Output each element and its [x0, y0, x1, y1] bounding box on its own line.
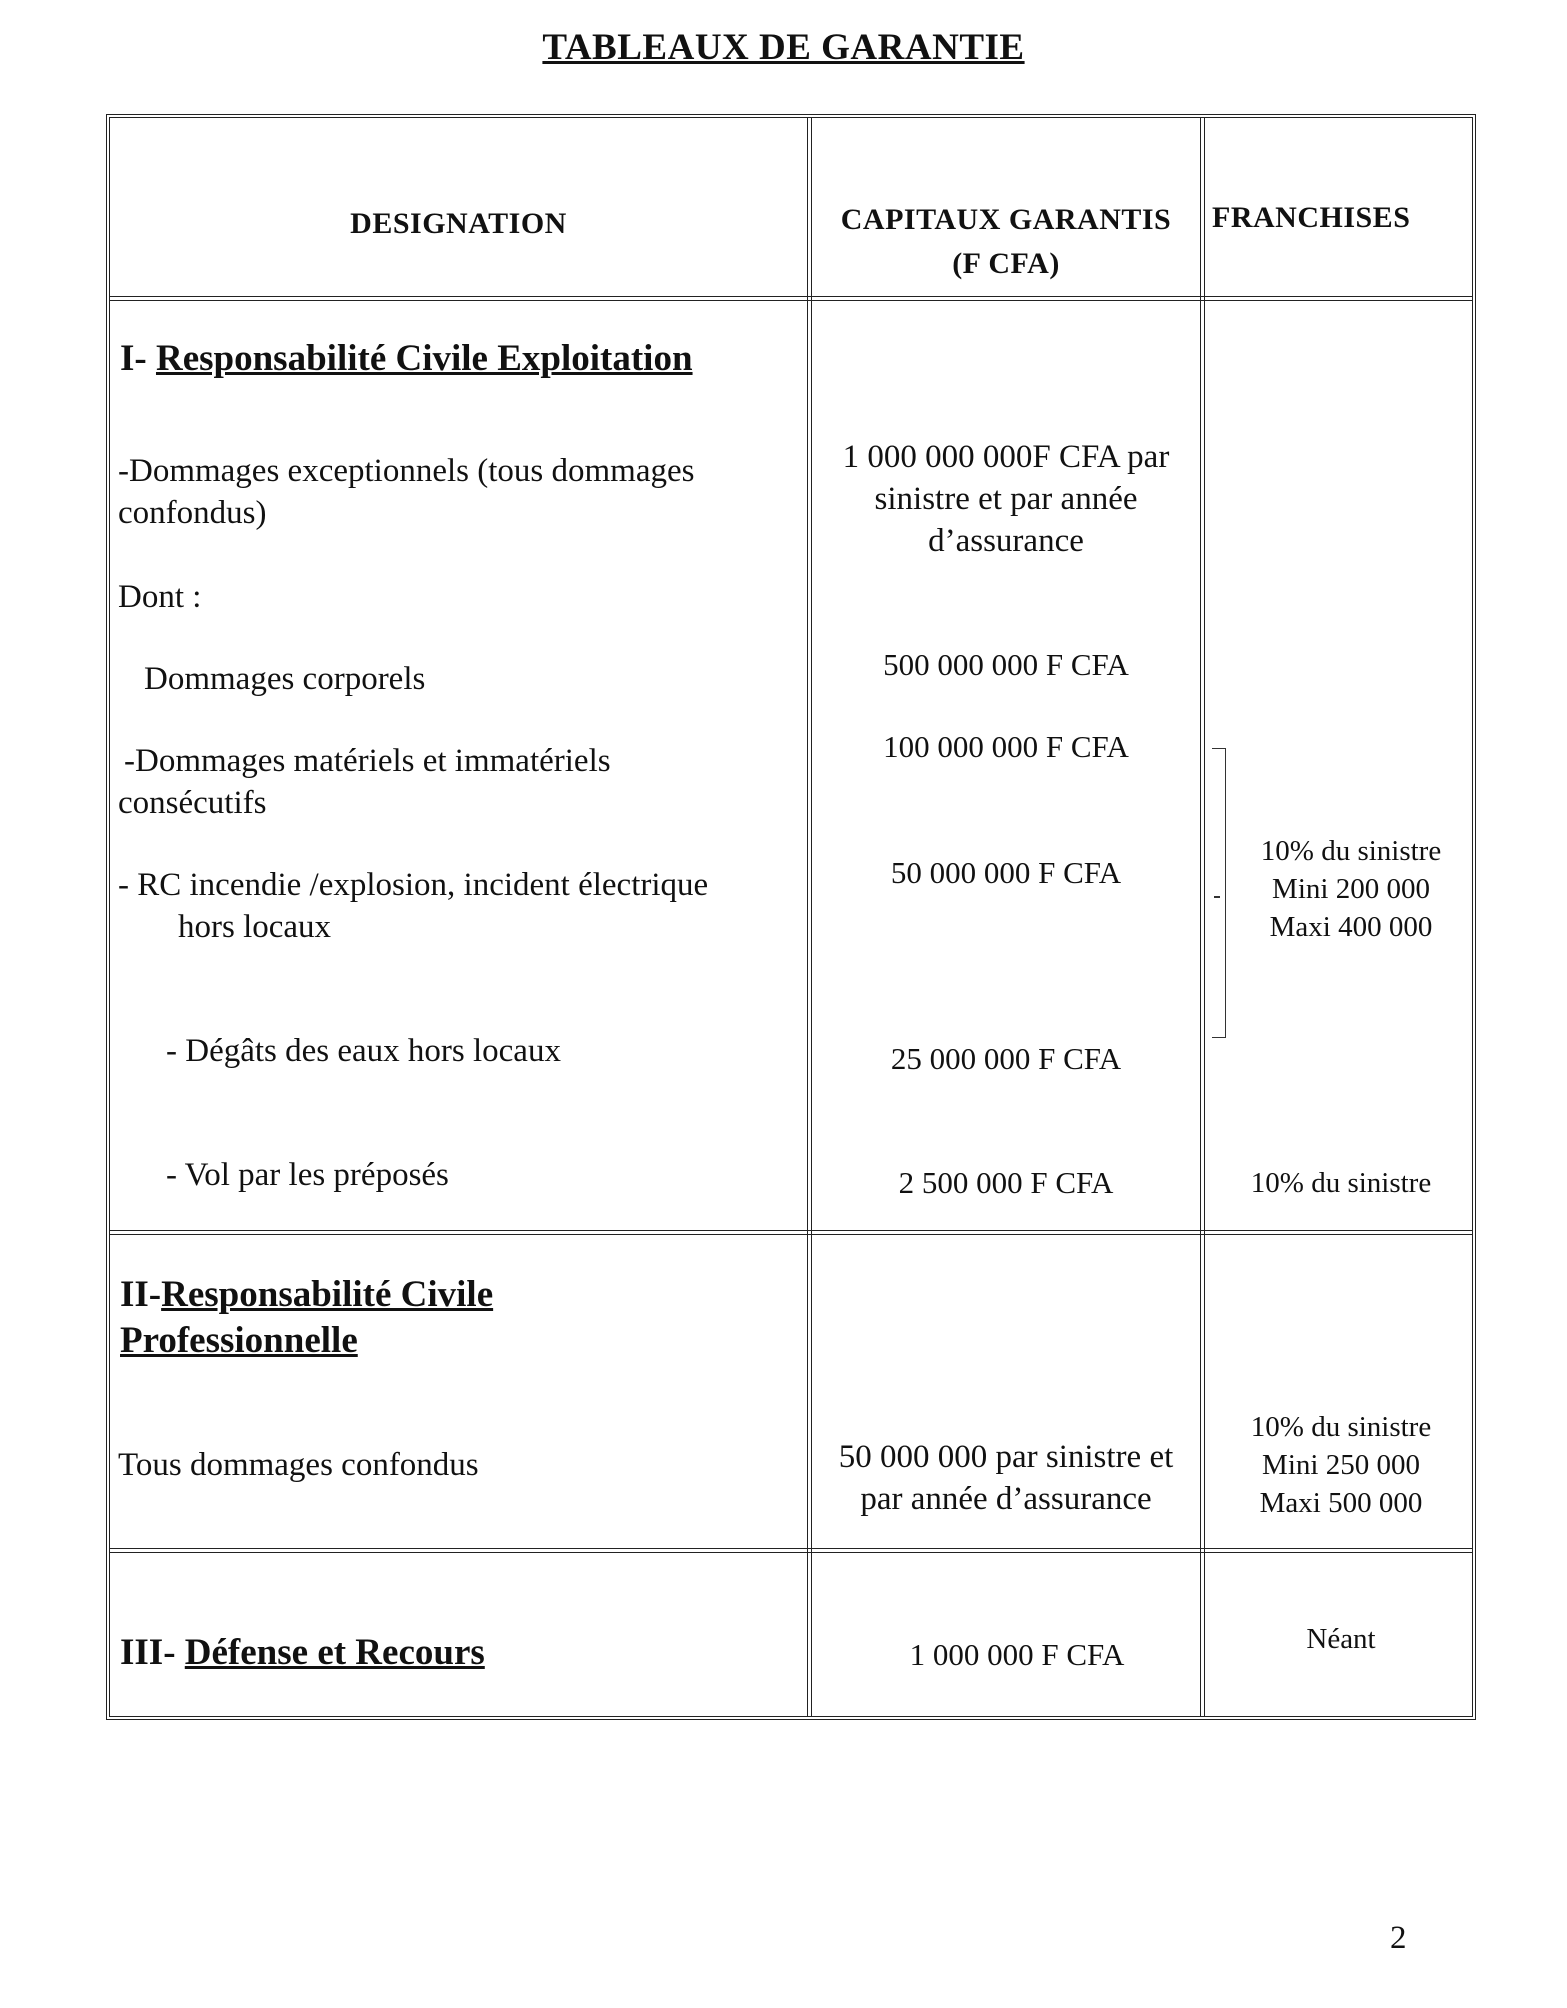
designation-incendie: - RC incendie /explosion, incident électrique [118, 867, 709, 903]
header-designation: DESIGNATION [350, 207, 567, 240]
section1-heading [120, 336, 693, 382]
franchise-rc-pro-line3: Maxi 500 000 [1259, 1487, 1423, 1519]
franchise-group-line1: 10% du sinistre [1260, 835, 1442, 867]
capital-rc-pro-cont: par année d’assurance [860, 1481, 1152, 1517]
capital-incendie: 50 000 000 F CFA [890, 855, 1122, 890]
designation-exceptionnels-cont: confondus) [118, 495, 267, 531]
franchise-rc-pro-line1: 10% du sinistre [1250, 1411, 1432, 1443]
franchise-group-bracket [1212, 748, 1226, 1038]
designation-tous-dommages: Tous dommages confondus [118, 1447, 479, 1483]
designation-exceptionnels: -Dommages exceptionnels (tous dommages [118, 453, 695, 489]
franchise-group-line3: Maxi 400 000 [1269, 911, 1433, 943]
section3-heading [120, 1630, 485, 1676]
designation-incendie-cont: hors locaux [178, 909, 332, 945]
guarantee-table [106, 114, 1476, 1720]
page-title: TABLEAUX DE GARANTIE [542, 27, 1025, 68]
capital-exceptionnels: 1 000 000 000F CFA par [842, 439, 1170, 475]
row-divider [110, 1548, 1472, 1553]
designation-materiels: -Dommages matériels et immatériels [124, 743, 611, 779]
section1-title: Responsabilité Civile Exploitation [155, 338, 693, 379]
franchise-vol: 10% du sinistre [1250, 1167, 1432, 1199]
section2-title-cont: Professionnelle [120, 1320, 358, 1361]
designation-corporels: Dommages corporels [144, 661, 426, 697]
row-divider [110, 296, 1472, 301]
section2-title: Responsabilité Civile [161, 1274, 494, 1315]
capital-exceptionnels-cont2: d’assurance [928, 523, 1084, 559]
bracket-tick [1214, 896, 1220, 898]
section3-prefix: III- [120, 1632, 185, 1673]
section2-heading [120, 1272, 493, 1318]
capital-rc-pro: 50 000 000 par sinistre et [838, 1439, 1174, 1475]
section2-prefix: II- [120, 1274, 162, 1315]
capital-degats-eaux: 25 000 000 F CFA [890, 1041, 1122, 1076]
capital-exceptionnels-cont: sinistre et par année [874, 481, 1138, 517]
capital-vol: 2 500 000 F CFA [898, 1165, 1114, 1200]
franchise-defense: Néant [1306, 1623, 1376, 1655]
dont-label: Dont : [118, 579, 202, 615]
capital-corporels: 500 000 000 F CFA [883, 647, 1129, 682]
franchise-group-line2: Mini 200 000 [1272, 873, 1430, 905]
franchise-rc-pro-line2: Mini 250 000 [1262, 1449, 1420, 1481]
capital-materiels: 100 000 000 F CFA [883, 729, 1129, 764]
header-capitaux-unit: (F CFA) [952, 247, 1060, 280]
header-capitaux: CAPITAUX GARANTIS [840, 203, 1172, 236]
section3-title: Défense et Recours [184, 1632, 485, 1673]
designation-vol: - Vol par les préposés [166, 1157, 449, 1193]
page-number: 2 [1390, 1920, 1407, 1956]
designation-materiels-cont: consécutifs [118, 785, 267, 821]
row-divider [110, 1230, 1472, 1235]
capital-defense: 1 000 000 F CFA [909, 1637, 1125, 1672]
designation-degats-eaux: - Dégâts des eaux hors locaux [166, 1033, 561, 1069]
header-franchises: FRANCHISES [1212, 201, 1411, 234]
section1-prefix: I- [120, 338, 156, 379]
